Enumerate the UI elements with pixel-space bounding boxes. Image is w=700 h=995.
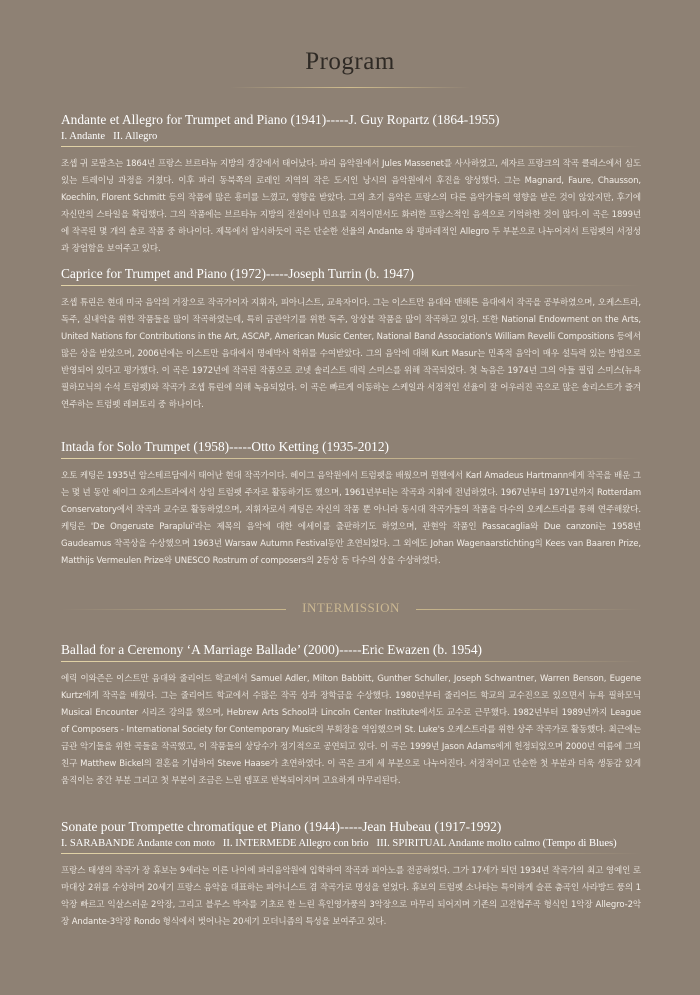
- piece-description: 조셉 튜린은 현대 미국 음악의 거장으로 작곡가이자 지휘자, 피아니스트, 교육자이다. 그는 이스트만 음대와 맨해튼 음대에서 작곡을 공부하였으며, 오케스트라, 독주, 실내악을 위한 작품들을 많이 작곡하였는데, 특히 금관악기를 위한 독주, 앙상블 작품을 많이 작곡하고 있다. 또한 National Endowment on the Arts, United Nations for Contributions in the Art, ASCAP, American Music Center, National Band Association's William Revelli Compositions 등에서 많은 상을 받았으며, 2006년에는 이스트만 음대에서 명예박사 학위를 수여받았다. 그의 음악에 대해 Kurt Masur는 민족적 음악이 매우 설득력 있는 방법으로 반영되어 있다고 평가했다. 이 곡은 1972년에 작곡된 작품으로 코넷 솔리스트 데릭 스미스를 위해 작곡되었다. 첫 녹음은 1974년 그의 아들 필립 스미스(뉴욕 필하모닉의 수석 트럼펫)와 작곡가 조셉 튜린에 의해 녹음되었다. 이 곡은 빠르게 이동하는 스케일과 서정적인 선율이 잘 어우러진 곡으로 많은 솔리스트가 즐겨 연주하는 트럼펫 레퍼토리 중 하나이다.: [61, 298, 641, 410]
- piece-movements: [61, 130, 641, 143]
- movement-label: II. Allegro: [113, 131, 158, 142]
- piece-heading: Caprice for Trumpet and Piano (1972)-----Joseph Turrin (b. 1947): [61, 266, 414, 281]
- piece-description: 에릭 이와즌은 이스트만 음대와 줄리어드 학교에서 Samuel Adler, Milton Babbitt, Gunther Schuller, Joseph Schwantner, Warren Benson, Eugene Kurtz에게 작곡을 배웠다. 그는 줄리어드 학교에서 수많은 작곡 상과 장학금을 수상했다. 1980년부터 줄리어드 학교의 교수진으로 있으면서 뉴욕 필하모닉 Musical Encounter 시리즈 강의를 했으며, Hebrew Arts School과 Lincoln Center Institute에서도 교수로 근무했다. 1982년부터 1989년까지 League of Composers - International Society for Contemporary Music의 부회장을 역임했으며 St. Luke's 오케스트라를 위한 상주 작곡가로 활동했다. 최근에는 금관 악기들을 위한 곡들을 작곡했고, 이 작품들의 상당수가 정기적으로 공연되고 있다. 이 곡은 1999년 Jason Adams에게 헌정되었으며 2000년 여름에 그의 친구 Matthew Bickel의 결혼을 기념하여 Steve Haase가 초연하였다. 이 곡은 크게 세 부분으로 나누어진다. 서정적이고 단순한 첫 부분과 더욱 생동감 있게 움직이는 중간 부분 그리고 첫 부분이 조금은 느린 템포로 반복되어지며 고요하게 마무리된다.: [61, 674, 641, 786]
- heading-divider: [61, 853, 641, 854]
- page-title: Program: [305, 48, 395, 75]
- intermission-divider: [61, 600, 641, 618]
- piece-heading: Andante et Allegro for Trumpet and Piano (1941)-----J. Guy Ropartz (1864-1955): [61, 112, 500, 127]
- piece-description: 조셉 귀 로팔츠는 1864년 프랑스 브르타뉴 지방의 갱강에서 태어났다. 파리 음악원에서 Jules Massenet를 사사하였고, 세자르 프랑크의 작곡 클래스에서 심도 있는 트레이닝 과정을 거쳤다. 이후 파리 동북쪽의 로레인 지역의 작은 도시인 낭시의 음악원에서 후진을 양성했다. 그는 Magnard, Faure, Chausson, Koechlin, Florent Schmitt 등의 작품에 많은 흥미를 느꼈고, 영향을 받았다. 그의 초기 음악은 프랑스의 다른 음악가들의 영향을 받은 것이 않았지만, 후기에 자신만의 스타일을 확립했다. 그의 작품에는 브르타뉴 지방의 전설이나 민요를 지적이면서도 화려한 프랑스적인 음색으로 기억하한 것이 많다.이 곡은 1899년에 작곡된 몇 개의 솔로 작품 중 하나이다. 제목에서 암시하듯이 곡은 단순한 선율의 Andante 와 평파레적인 Allegro 두 부분으로 나누어져서 트럼펫의 서정성과 장엄함을 보여주고 있다.: [61, 159, 641, 254]
- piece-hubeau: [61, 819, 641, 931]
- heading-divider: [61, 146, 641, 147]
- movement-label: I. Andante: [61, 131, 106, 142]
- intermission-label: INTERMISSION: [302, 600, 400, 615]
- piece-heading: Intada for Solo Trumpet (1958)-----Otto Ketting (1935-2012): [61, 439, 390, 454]
- title-divider: [230, 87, 470, 88]
- piece-description: 프랑스 태생의 작곡가 장 휴보는 9세라는 이른 나이에 파리음악원에 입학하여 작곡과 피아노를 전공하였다. 그가 17세가 되던 1934년 작곡가의 최고 영예인 로마대상 2위를 수상하며 20세기 프랑스 음악을 대표하는 피아니스트 겸 작곡가로 명성을 얻었다. 휴보의 트럼펫 소나타는 특이하게 슬픈 춤곡인 사라방드 풍의 1악장 빠르고 익살스러운 2악장, 그리고 블루스 박자를 기초로 한 느린 흑인영가풍의 3악장으로 마무리 되어지며 기존의 고전협주곡 형식인 1악장 Allegro-2악장 Andante-3악장 Rondo 형식에서 벗어나는 20세기 모더니즘의 특성을 보여주고 있다.: [61, 866, 641, 927]
- movement-label: II. INTERMEDE Allegro con brio: [222, 838, 369, 849]
- piece-heading: Sonate pour Trompette chromatique et Piano (1944)-----Jean Hubeau (1917-1992): [61, 819, 502, 834]
- piece-ketting: [61, 439, 641, 570]
- heading-divider: [61, 458, 641, 459]
- piece-description: 오토 케팅은 1935년 암스테르담에서 태어난 현대 작곡가이다. 헤이그 음악원에서 트럼펫을 배웠으며 뮌헨에서 Karl Amadeus Hartmann에게 작곡을 배운 그는 몇 년 동안 헤이그 오케스트라에서 상임 트럼펫 주자로 활동하기도 했으며, 1961년부터는 작곡과 지휘에 전념하였다. 1967년부터 1971년까지 Rotterdam Conservatory에서 작곡과 교수로 활동하였으며, 지휘자로서 케팅은 자신의 작품 뿐 아니라 동시대 작곡가들의 작품을 다수의 오케스트라를 통해 연주해왔다. 케팅은 'De Ongeruste Paraplui'라는 제목의 음악에 대한 에세이를 출판하기도 하였으며, 관현악 작품인 Passacaglia와 Due canzoni는 1958년 Gaudeamus 작곡상을 수상했으며 1963년 Warsaw Autumn Festival동안 초연되었다. 그 외에도 Johan Wagenaarstichting의 Kees van Baaren Prize, Matthijs Vermeulen Prize와 UNESCO Rostrum of composers의 2등상 등 다수의 상을 수상하였다.: [61, 471, 641, 566]
- intermission-line-right: [416, 609, 641, 610]
- piece-ewazen: [61, 642, 641, 790]
- piece-ropartz: [61, 112, 641, 258]
- piece-turrin: [61, 266, 641, 414]
- piece-movements: [61, 837, 641, 850]
- piece-heading: Ballad for a Ceremony ‘A Marriage Ballade’ (2000)-----Eric Ewazen (b. 1954): [61, 642, 483, 657]
- movement-label: I. SARABANDE Andante con moto: [61, 838, 215, 849]
- movement-label: III. SPIRITUAL Andante molto calmo (Tempo di Blues): [376, 838, 617, 849]
- heading-divider: [61, 661, 641, 662]
- heading-divider: [61, 285, 641, 286]
